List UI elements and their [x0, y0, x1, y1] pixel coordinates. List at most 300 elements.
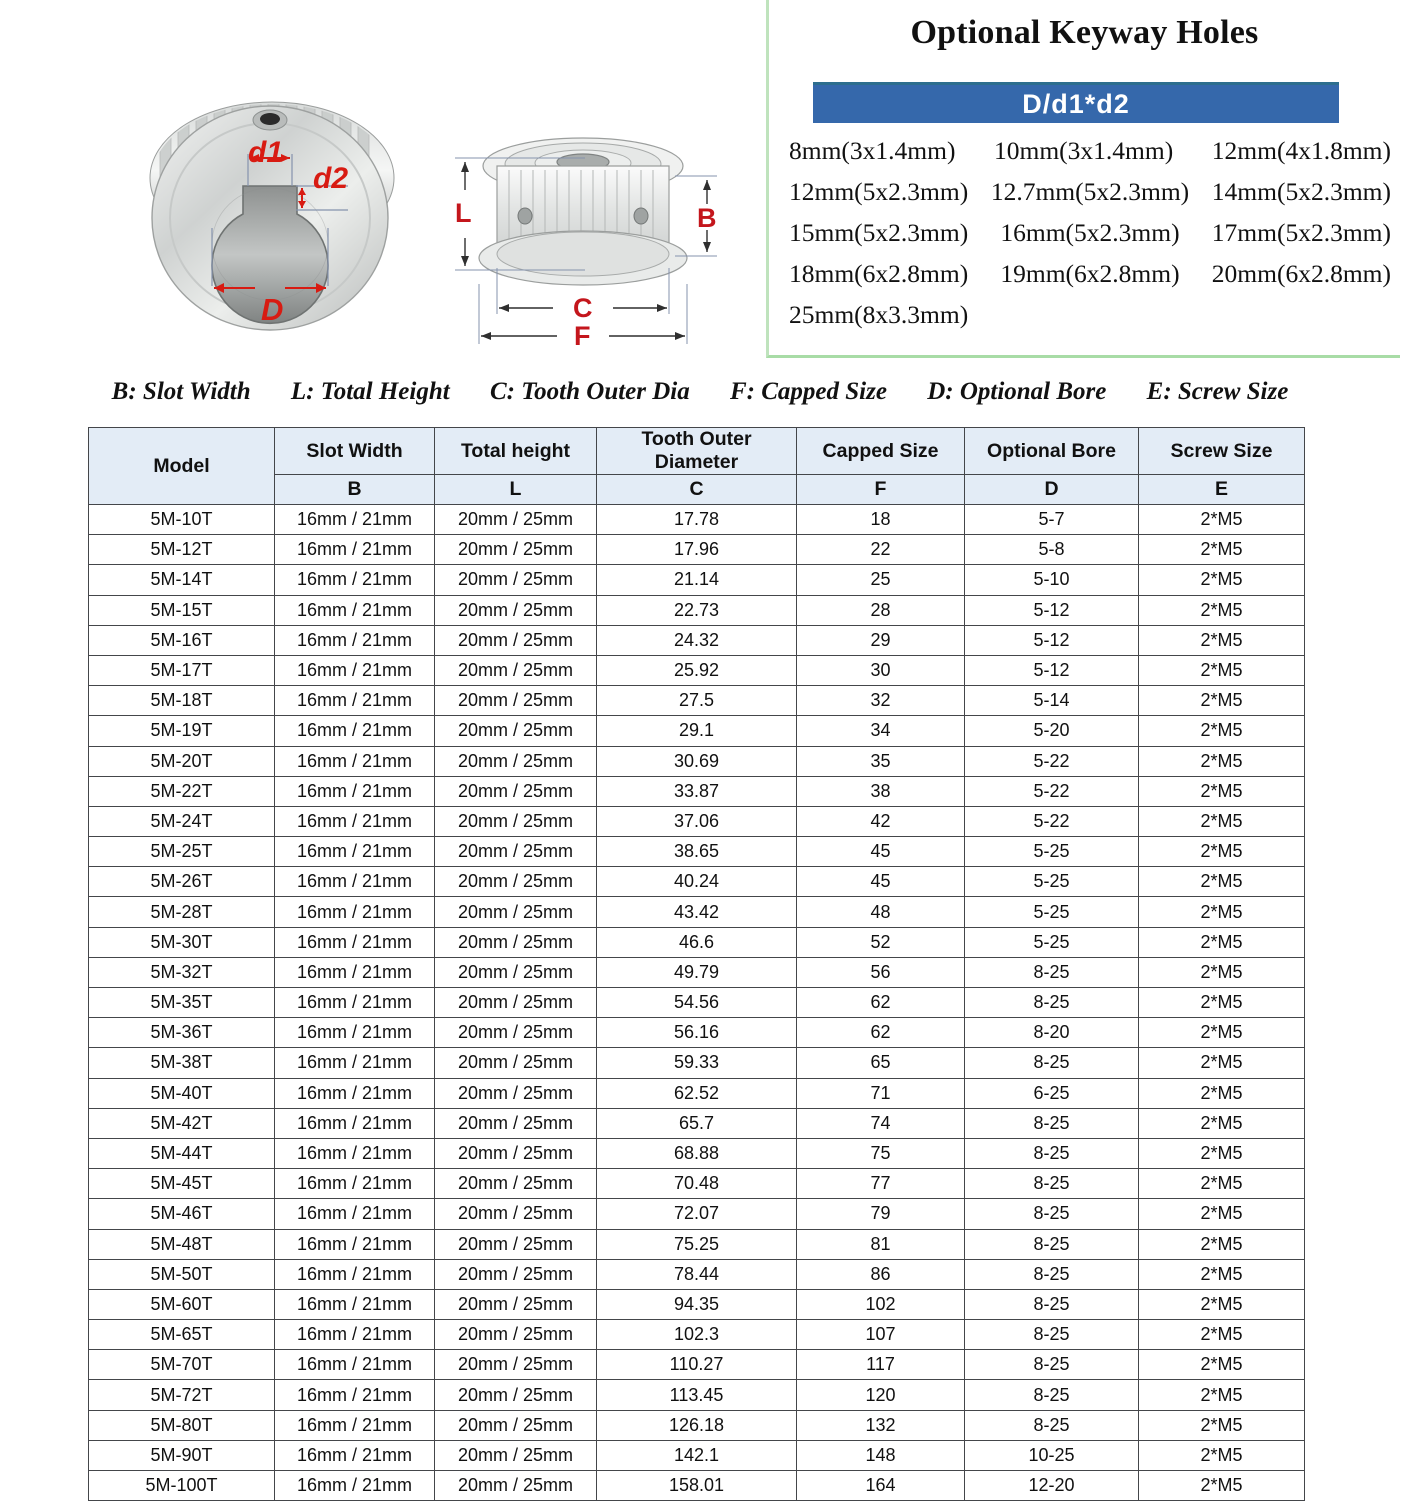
cell-value: 8-25	[965, 1108, 1139, 1138]
cell-value: 16mm / 21mm	[275, 806, 435, 836]
cell-value: 29.1	[597, 716, 797, 746]
cell-value: 20mm / 25mm	[435, 746, 597, 776]
cell-value: 56	[797, 957, 965, 987]
cell-value: 20mm / 25mm	[435, 1229, 597, 1259]
cell-value: 2*M5	[1139, 1380, 1305, 1410]
cell-value: 33.87	[597, 776, 797, 806]
optional-keyway-panel	[766, 0, 1400, 358]
cell-value: 6-25	[965, 1078, 1139, 1108]
cell-value: 16mm / 21mm	[275, 1350, 435, 1380]
cell-value: 94.35	[597, 1289, 797, 1319]
cell-value: 16mm / 21mm	[275, 1078, 435, 1108]
cell-value: 20mm / 25mm	[435, 1108, 597, 1138]
cell-value: 30	[797, 655, 965, 685]
cell-value: 54.56	[597, 988, 797, 1018]
table-row	[89, 927, 1305, 957]
cell-value: 148	[797, 1440, 965, 1470]
cell-value: 132	[797, 1410, 965, 1440]
table-row	[89, 1138, 1305, 1168]
cell-value: 16mm / 21mm	[275, 1199, 435, 1229]
cell-value: 8-25	[965, 1199, 1139, 1229]
cell-value: 16mm / 21mm	[275, 897, 435, 927]
cell-model: 5M-28T	[89, 897, 275, 927]
cell-value: 2*M5	[1139, 1440, 1305, 1470]
cell-value: 20mm / 25mm	[435, 1048, 597, 1078]
cell-value: 22	[797, 535, 965, 565]
cell-value: 20mm / 25mm	[435, 806, 597, 836]
cell-value: 25.92	[597, 655, 797, 685]
cell-value: 2*M5	[1139, 1108, 1305, 1138]
cell-value: 16mm / 21mm	[275, 1320, 435, 1350]
table-row	[89, 625, 1305, 655]
cell-value: 16mm / 21mm	[275, 1138, 435, 1168]
cell-model: 5M-100T	[89, 1471, 275, 1501]
cell-value: 2*M5	[1139, 1471, 1305, 1501]
cell-value: 75.25	[597, 1229, 797, 1259]
cell-value: 70.48	[597, 1169, 797, 1199]
cell-value: 5-12	[965, 625, 1139, 655]
cell-value: 16mm / 21mm	[275, 1410, 435, 1440]
cell-model: 5M-16T	[89, 625, 275, 655]
cell-value: 20mm / 25mm	[435, 776, 597, 806]
cell-value: 37.06	[597, 806, 797, 836]
col-header-optional-bore: Optional Bore	[965, 428, 1139, 475]
cell-value: 35	[797, 746, 965, 776]
table-row	[89, 746, 1305, 776]
cell-value: 62	[797, 1018, 965, 1048]
label-F: F	[574, 321, 591, 351]
cell-value: 8-25	[965, 1048, 1139, 1078]
table-row	[89, 535, 1305, 565]
cell-value: 81	[797, 1229, 965, 1259]
cell-value: 72.07	[597, 1199, 797, 1229]
cell-value: 2*M5	[1139, 1410, 1305, 1440]
keyway-size: 16mm(5x2.3mm)	[1000, 218, 1180, 247]
keyway-row	[789, 253, 1391, 294]
keyway-size: 20mm(6x2.8mm)	[1211, 259, 1391, 288]
cell-value: 20mm / 25mm	[435, 505, 597, 535]
cell-model: 5M-25T	[89, 837, 275, 867]
cell-value: 117	[797, 1350, 965, 1380]
cell-value: 2*M5	[1139, 565, 1305, 595]
legend-item-f: F: Capped Size	[730, 378, 887, 405]
cell-value: 2*M5	[1139, 1048, 1305, 1078]
cell-value: 2*M5	[1139, 655, 1305, 685]
legend-item-l: L: Total Height	[290, 378, 450, 405]
legend-item-c: C: Tooth Outer Dia	[489, 378, 690, 405]
cell-value: 20mm / 25mm	[435, 1138, 597, 1168]
col-header-slot-width: Slot Width	[275, 428, 435, 475]
col-symbol-l: L	[435, 475, 597, 505]
cell-value: 2*M5	[1139, 595, 1305, 625]
cell-value: 5-12	[965, 655, 1139, 685]
cell-value: 102	[797, 1289, 965, 1319]
pulley-dimension-drawing	[425, 118, 745, 353]
table-row	[89, 1320, 1305, 1350]
cell-value: 16mm / 21mm	[275, 837, 435, 867]
keyway-size: 12mm(4x1.8mm)	[1211, 136, 1391, 165]
col-header-tooth-outer-diameter: Tooth Outer Diameter	[597, 428, 797, 475]
col-header-capped-size: Capped Size	[797, 428, 965, 475]
keyway-size: 14mm(5x2.3mm)	[1211, 177, 1391, 206]
cell-model: 5M-22T	[89, 776, 275, 806]
table-row	[89, 776, 1305, 806]
cell-value: 2*M5	[1139, 1229, 1305, 1259]
table-row	[89, 565, 1305, 595]
cell-value: 2*M5	[1139, 897, 1305, 927]
cell-value: 2*M5	[1139, 867, 1305, 897]
cell-model: 5M-35T	[89, 988, 275, 1018]
cell-value: 16mm / 21mm	[275, 1018, 435, 1048]
table-row	[89, 1199, 1305, 1229]
col-header-screw-size: Screw Size	[1139, 428, 1305, 475]
cell-value: 5-10	[965, 565, 1139, 595]
cell-value: 75	[797, 1138, 965, 1168]
cell-value: 158.01	[597, 1471, 797, 1501]
table-row	[89, 1289, 1305, 1319]
cell-value: 2*M5	[1139, 1078, 1305, 1108]
table-row	[89, 595, 1305, 625]
cell-value: 8-25	[965, 1289, 1139, 1319]
keyway-size: 10mm(3x1.4mm)	[994, 136, 1174, 165]
cell-value: 164	[797, 1471, 965, 1501]
table-row	[89, 1229, 1305, 1259]
cell-model: 5M-48T	[89, 1229, 275, 1259]
cell-value: 45	[797, 837, 965, 867]
cell-value: 8-25	[965, 1169, 1139, 1199]
cell-value: 10-25	[965, 1440, 1139, 1470]
keyway-size-list	[769, 130, 1403, 335]
cell-value: 20mm / 25mm	[435, 957, 597, 987]
cell-model: 5M-19T	[89, 716, 275, 746]
cell-value: 74	[797, 1108, 965, 1138]
cell-value: 48	[797, 897, 965, 927]
cell-value: 40.24	[597, 867, 797, 897]
cell-value: 8-20	[965, 1018, 1139, 1048]
cell-value: 16mm / 21mm	[275, 1259, 435, 1289]
cell-value: 20mm / 25mm	[435, 988, 597, 1018]
cell-value: 2*M5	[1139, 806, 1305, 836]
cell-value: 20mm / 25mm	[435, 1018, 597, 1048]
cell-value: 16mm / 21mm	[275, 1108, 435, 1138]
cell-value: 8-25	[965, 1410, 1139, 1440]
col-header-total-height: Total height	[435, 428, 597, 475]
cell-value: 2*M5	[1139, 1138, 1305, 1168]
keyway-size: 18mm(6x2.8mm)	[789, 259, 969, 288]
cell-value: 20mm / 25mm	[435, 595, 597, 625]
cell-model: 5M-30T	[89, 927, 275, 957]
cell-value: 142.1	[597, 1440, 797, 1470]
cell-value: 20mm / 25mm	[435, 1440, 597, 1470]
cell-model: 5M-42T	[89, 1108, 275, 1138]
cell-value: 16mm / 21mm	[275, 988, 435, 1018]
cell-value: 78.44	[597, 1259, 797, 1289]
cell-value: 5-22	[965, 806, 1139, 836]
cell-model: 5M-18T	[89, 686, 275, 716]
keyway-row	[789, 171, 1391, 212]
cell-value: 16mm / 21mm	[275, 1471, 435, 1501]
keyway-row	[789, 212, 1391, 253]
table-row	[89, 1169, 1305, 1199]
cell-model: 5M-40T	[89, 1078, 275, 1108]
table-row	[89, 1078, 1305, 1108]
cell-value: 16mm / 21mm	[275, 565, 435, 595]
cell-value: 5-22	[965, 746, 1139, 776]
table-row	[89, 1350, 1305, 1380]
cell-value: 2*M5	[1139, 1320, 1305, 1350]
cell-value: 102.3	[597, 1320, 797, 1350]
cell-value: 20mm / 25mm	[435, 1289, 597, 1319]
cell-model: 5M-15T	[89, 595, 275, 625]
cell-model: 5M-80T	[89, 1410, 275, 1440]
cell-value: 65	[797, 1048, 965, 1078]
cell-value: 8-25	[965, 988, 1139, 1018]
legend-item-e: E: Screw Size	[1146, 378, 1289, 405]
cell-value: 16mm / 21mm	[275, 867, 435, 897]
cell-value: 68.88	[597, 1138, 797, 1168]
cell-value: 62	[797, 988, 965, 1018]
cell-value: 20mm / 25mm	[435, 927, 597, 957]
cell-value: 20mm / 25mm	[435, 686, 597, 716]
cell-value: 126.18	[597, 1410, 797, 1440]
pulley-keyway-photo	[120, 58, 425, 358]
table-row	[89, 1048, 1305, 1078]
cell-model: 5M-65T	[89, 1320, 275, 1350]
spec-table-body	[89, 505, 1305, 1501]
cell-value: 2*M5	[1139, 1169, 1305, 1199]
cell-value: 29	[797, 625, 965, 655]
table-row	[89, 1440, 1305, 1470]
cell-value: 8-25	[965, 1229, 1139, 1259]
keyway-title: Optional Keyway Holes	[910, 14, 1259, 51]
cell-value: 16mm / 21mm	[275, 1289, 435, 1319]
cell-value: 22.73	[597, 595, 797, 625]
cell-value: 110.27	[597, 1350, 797, 1380]
cell-model: 5M-70T	[89, 1350, 275, 1380]
cell-model: 5M-72T	[89, 1380, 275, 1410]
cell-value: 2*M5	[1139, 776, 1305, 806]
cell-value: 2*M5	[1139, 957, 1305, 987]
cell-value: 2*M5	[1139, 686, 1305, 716]
cell-value: 5-14	[965, 686, 1139, 716]
table-row	[89, 897, 1305, 927]
cell-model: 5M-60T	[89, 1289, 275, 1319]
top-illustration-area	[0, 0, 1400, 370]
label-d1: d1	[248, 136, 284, 169]
cell-value: 42	[797, 806, 965, 836]
cell-value: 5-22	[965, 776, 1139, 806]
cell-value: 2*M5	[1139, 1259, 1305, 1289]
col-symbol-e: E	[1139, 475, 1305, 505]
cell-value: 5-25	[965, 867, 1139, 897]
cell-value: 20mm / 25mm	[435, 1350, 597, 1380]
keyway-row	[789, 294, 1391, 335]
cell-value: 16mm / 21mm	[275, 1048, 435, 1078]
cell-value: 17.96	[597, 535, 797, 565]
cell-value: 16mm / 21mm	[275, 957, 435, 987]
cell-value: 20mm / 25mm	[435, 1471, 597, 1501]
cell-value: 5-25	[965, 927, 1139, 957]
cell-value: 2*M5	[1139, 837, 1305, 867]
cell-value: 16mm / 21mm	[275, 1169, 435, 1199]
cell-value: 20mm / 25mm	[435, 1169, 597, 1199]
cell-value: 16mm / 21mm	[275, 1380, 435, 1410]
cell-value: 16mm / 21mm	[275, 535, 435, 565]
table-row	[89, 1410, 1305, 1440]
keyway-format-bar	[813, 82, 1339, 123]
cell-value: 59.33	[597, 1048, 797, 1078]
cell-value: 16mm / 21mm	[275, 686, 435, 716]
cell-value: 62.52	[597, 1078, 797, 1108]
cell-value: 107	[797, 1320, 965, 1350]
cell-value: 2*M5	[1139, 716, 1305, 746]
cell-value: 2*M5	[1139, 625, 1305, 655]
cell-value: 2*M5	[1139, 988, 1305, 1018]
cell-value: 5-7	[965, 505, 1139, 535]
cell-value: 16mm / 21mm	[275, 746, 435, 776]
col-symbol-b: B	[275, 475, 435, 505]
table-row	[89, 1018, 1305, 1048]
cell-value: 65.7	[597, 1108, 797, 1138]
cell-value: 49.79	[597, 957, 797, 987]
cell-value: 20mm / 25mm	[435, 897, 597, 927]
cell-value: 16mm / 21mm	[275, 505, 435, 535]
cell-value: 86	[797, 1259, 965, 1289]
cell-value: 24.32	[597, 625, 797, 655]
label-d2: d2	[313, 162, 349, 195]
cell-model: 5M-38T	[89, 1048, 275, 1078]
label-C: C	[573, 293, 593, 323]
table-row	[89, 988, 1305, 1018]
cell-value: 16mm / 21mm	[275, 1229, 435, 1259]
table-row	[89, 806, 1305, 836]
cell-value: 8-25	[965, 1350, 1139, 1380]
cell-value: 46.6	[597, 927, 797, 957]
cell-value: 38	[797, 776, 965, 806]
cell-value: 27.5	[597, 686, 797, 716]
cell-value: 77	[797, 1169, 965, 1199]
dimension-legend	[0, 378, 1400, 406]
cell-value: 43.42	[597, 897, 797, 927]
col-symbol-f: F	[797, 475, 965, 505]
col-symbol-d: D	[965, 475, 1139, 505]
cell-value: 25	[797, 565, 965, 595]
cell-value: 20mm / 25mm	[435, 1320, 597, 1350]
cell-value: 20mm / 25mm	[435, 837, 597, 867]
cell-value: 20mm / 25mm	[435, 716, 597, 746]
cell-model: 5M-32T	[89, 957, 275, 987]
table-row	[89, 505, 1305, 535]
cell-value: 2*M5	[1139, 746, 1305, 776]
cell-value: 2*M5	[1139, 927, 1305, 957]
table-header-row-names	[89, 428, 1305, 475]
cell-value: 16mm / 21mm	[275, 625, 435, 655]
keyway-row	[789, 130, 1391, 171]
cell-model: 5M-20T	[89, 746, 275, 776]
cell-value: 38.65	[597, 837, 797, 867]
cell-model: 5M-24T	[89, 806, 275, 836]
cell-value: 28	[797, 595, 965, 625]
cell-value: 34	[797, 716, 965, 746]
keyway-format-label: D/d1*d2	[1022, 88, 1130, 119]
cell-model: 5M-17T	[89, 655, 275, 685]
cell-value: 113.45	[597, 1380, 797, 1410]
cell-value: 18	[797, 505, 965, 535]
cell-value: 20mm / 25mm	[435, 655, 597, 685]
legend-item-b: B: Slot Width	[111, 378, 251, 405]
cell-value: 8-25	[965, 1259, 1139, 1289]
cell-value: 8-25	[965, 1320, 1139, 1350]
cell-model: 5M-44T	[89, 1138, 275, 1168]
cell-value: 21.14	[597, 565, 797, 595]
cell-value: 20mm / 25mm	[435, 1078, 597, 1108]
cell-value: 20mm / 25mm	[435, 535, 597, 565]
cell-value: 16mm / 21mm	[275, 716, 435, 746]
cell-value: 20mm / 25mm	[435, 625, 597, 655]
legend-item-d: D: Optional Bore	[927, 378, 1107, 405]
cell-value: 45	[797, 867, 965, 897]
col-symbol-c: C	[597, 475, 797, 505]
spec-table-head	[89, 428, 1305, 505]
cell-value: 56.16	[597, 1018, 797, 1048]
table-row	[89, 1108, 1305, 1138]
cell-value: 8-25	[965, 1380, 1139, 1410]
cell-value: 120	[797, 1380, 965, 1410]
cell-value: 16mm / 21mm	[275, 1440, 435, 1470]
cell-value: 20mm / 25mm	[435, 867, 597, 897]
keyway-size: 12mm(5x2.3mm)	[789, 177, 969, 206]
table-row	[89, 655, 1305, 685]
cell-model: 5M-10T	[89, 505, 275, 535]
cell-value: 20mm / 25mm	[435, 1410, 597, 1440]
cell-value: 2*M5	[1139, 1289, 1305, 1319]
cell-value: 16mm / 21mm	[275, 927, 435, 957]
cell-model: 5M-50T	[89, 1259, 275, 1289]
cell-value: 2*M5	[1139, 1350, 1305, 1380]
table-row	[89, 1380, 1305, 1410]
cell-value: 71	[797, 1078, 965, 1108]
table-row	[89, 957, 1305, 987]
keyway-size: 15mm(5x2.3mm)	[789, 218, 969, 247]
cell-value: 12-20	[965, 1471, 1139, 1501]
cell-value: 2*M5	[1139, 1199, 1305, 1229]
cell-model: 5M-46T	[89, 1199, 275, 1229]
cell-value: 30.69	[597, 746, 797, 776]
cell-value: 2*M5	[1139, 505, 1305, 535]
cell-model: 5M-26T	[89, 867, 275, 897]
keyway-size: 17mm(5x2.3mm)	[1211, 218, 1391, 247]
cell-model: 5M-14T	[89, 565, 275, 595]
cell-value: 5-12	[965, 595, 1139, 625]
table-row	[89, 837, 1305, 867]
table-row	[89, 1259, 1305, 1289]
cell-value: 16mm / 21mm	[275, 776, 435, 806]
cell-value: 5-25	[965, 897, 1139, 927]
cell-value: 8-25	[965, 957, 1139, 987]
cell-value: 5-25	[965, 837, 1139, 867]
table-row	[89, 867, 1305, 897]
cell-value: 20mm / 25mm	[435, 565, 597, 595]
cell-value: 20mm / 25mm	[435, 1259, 597, 1289]
cell-value: 52	[797, 927, 965, 957]
table-row	[89, 686, 1305, 716]
label-L: L	[455, 198, 472, 228]
cell-value: 8-25	[965, 1138, 1139, 1168]
keyway-size: 12.7mm(5x2.3mm)	[990, 177, 1190, 206]
keyway-size: 25mm(8x3.3mm)	[789, 300, 969, 329]
spec-table-wrapper	[88, 427, 1304, 1501]
table-row	[89, 716, 1305, 746]
